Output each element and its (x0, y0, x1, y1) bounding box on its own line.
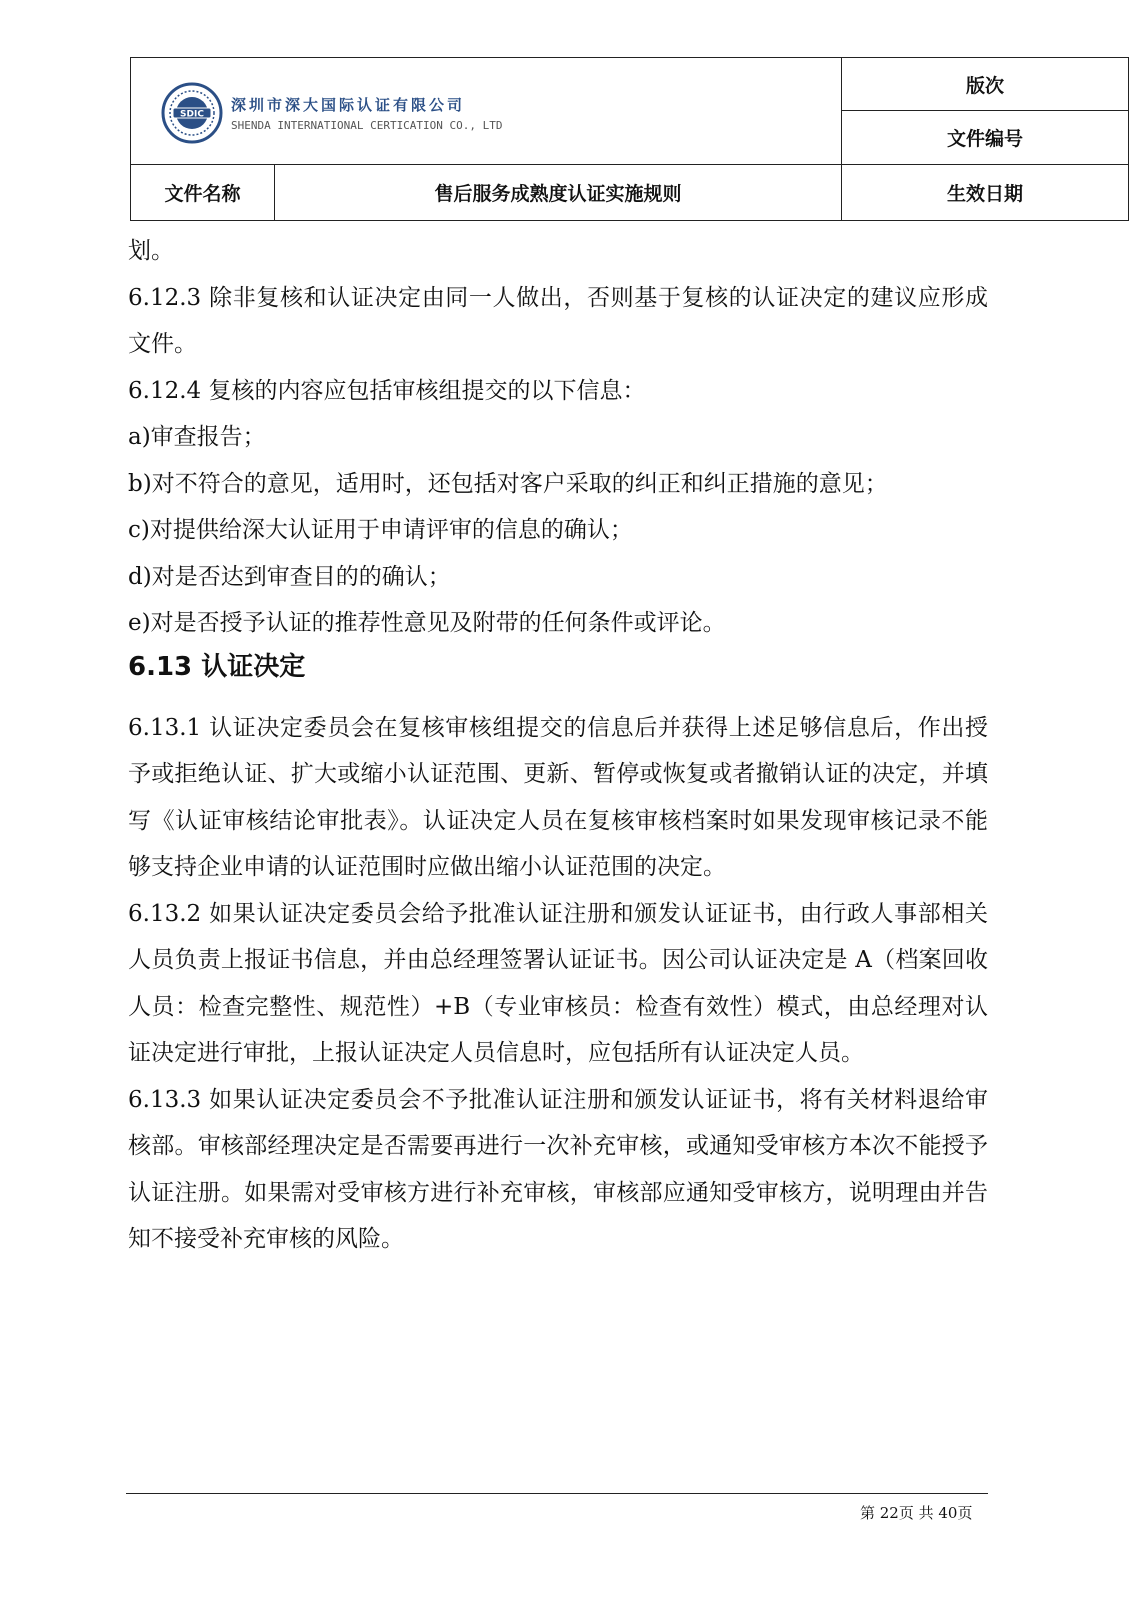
list-item: a)审查报告； (128, 424, 266, 450)
list-item: b)对不符合的意见，适用时，还包括对客户采取的纠正和纠正措施的意见； (128, 470, 888, 497)
list-item: c)对提供给深大认证用于申请评审的信息的确认； (128, 517, 633, 543)
paragraph: 6.13.1 认证决定委员会在复核审核组提交的信息后并获得上述足够信息后，作出授予或拒绝认证、扩大或缩小认证范围、更新、暂停或恢复或者撤销认证的决定，并填写《认证审核结论审批表》。认证决定人员在复核审核档案时如果发现审核记录不能够支持企业申请的认证范围时应做出缩小认证范围的决定。 (128, 714, 988, 880)
section-heading: 6.13 认证决定 (128, 651, 306, 682)
paragraph: 6.12.3 除非复核和认证决定由同一人做出，否则基于复核的认证决定的建议应形成文件。 (128, 284, 988, 357)
paragraph: 6.13.3 如果认证决定委员会不予批准认证注册和颁发认证证书，将有关材料退给审核部。审核部经理决定是否需要再进行一次补充审核，或通知受审核方本次不能授予认证注册。如果需对受审核方进行补充审核，审核部应通知受审核方，说明理由并告知不接受补充审核的风险。 (128, 1086, 988, 1252)
document-body (128, 228, 988, 1263)
list-item: e)对是否授予认证的推荐性意见及附带的任何条件或评论。 (128, 610, 726, 636)
doc-title: 售后服务成熟度认证实施规则 (275, 164, 842, 220)
page-number: 第 22页 共 40页 (860, 1504, 973, 1522)
company-name-en: SHENDA INTERNATIONAL CERTICATION CO., LTD (231, 119, 503, 132)
company-name-cn: 深圳市深大国际认证有限公司 (231, 96, 466, 114)
company-logo (161, 82, 503, 144)
logo-cell (131, 58, 842, 165)
doc-name-label: 文件名称 (131, 164, 275, 220)
paragraph: 划。 (128, 238, 174, 264)
effective-date-label: 生效日期 (842, 164, 1129, 220)
logo-text: SDIC (180, 109, 204, 120)
company-seal-icon (161, 82, 223, 144)
footer-divider (126, 1493, 988, 1494)
edition-label: 版次 (842, 58, 1129, 111)
document-header-table (130, 57, 1129, 221)
paragraph: 6.12.4 复核的内容应包括审核组提交的以下信息： (128, 377, 646, 404)
list-item: d)对是否达到审查目的的确认； (128, 563, 451, 590)
doc-number-label: 文件编号 (842, 111, 1129, 164)
paragraph: 6.13.2 如果认证决定委员会给予批准认证注册和颁发认证证书，由行政人事部相关人员负责上报证书信息，并由总经理签署认证证书。因公司认证决定是 A（档案回收人员：检查完整性、规范性）+B（专业审核员：检查有效性）模式，由总经理对认证决定进行审批，上报认证决定人员信息时，应包括所有认证决定人员。 (128, 900, 988, 1066)
